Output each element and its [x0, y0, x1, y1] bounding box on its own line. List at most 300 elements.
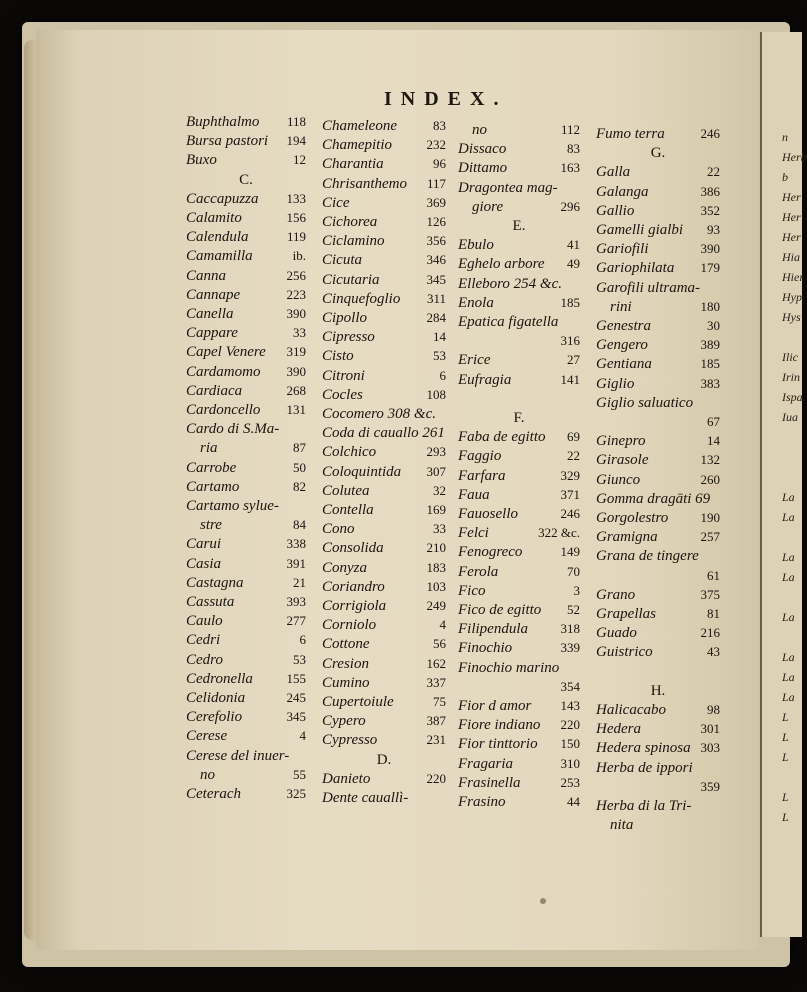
entry-page-number: 69 [567, 429, 580, 445]
entry-term: Colchico [322, 444, 377, 461]
next-page-fragment-text: Herb [782, 150, 807, 164]
entry-term: Calendula [186, 229, 249, 246]
entry-page-number: 96 [433, 156, 446, 172]
index-entry [458, 446, 580, 466]
entry-page-number: 4 [299, 728, 306, 744]
index-entry [322, 250, 446, 270]
entry-page-number: 345 [286, 709, 306, 725]
entry-page-number: 257 [700, 529, 720, 545]
index-entry [458, 638, 580, 658]
index-entry [322, 231, 446, 251]
entry-page-number: 52 [567, 602, 580, 617]
entry-term: Cardoncello [186, 402, 261, 418]
entry-page-number: 150 [560, 736, 580, 752]
entry-page-number: 390 [700, 241, 720, 257]
entry-term: Fior d amor [458, 698, 532, 714]
entry-term: Bursa pastori [186, 133, 269, 150]
entry-term: Contella [322, 502, 374, 518]
entry-term: Fico de egitto [458, 602, 542, 618]
index-entry [596, 297, 720, 317]
index-entry [186, 150, 306, 170]
entry-page-number: 14 [433, 329, 446, 345]
entry-term: Fauosello [458, 506, 518, 522]
entry-term: Faggio [458, 448, 502, 465]
next-page-fragment-text: Hier [782, 270, 804, 284]
entry-term: Guado [596, 625, 637, 642]
entry-term: Faua [458, 486, 490, 503]
entry-term: Ginepro [596, 433, 646, 450]
index-entry [458, 792, 580, 812]
section-letter [458, 216, 580, 236]
entry-page-number: 393 [286, 594, 306, 609]
index-entry [322, 481, 446, 501]
entry-page-number: 231 [426, 732, 446, 748]
entry-page-number: 117 [426, 175, 446, 191]
entry-page-number: 21 [293, 574, 306, 590]
entry-term: Fiore indiano [458, 717, 541, 734]
index-entry [186, 784, 306, 804]
entry-page-number: 53 [293, 651, 306, 667]
paper-blemish [540, 898, 546, 904]
entry-term: Fico [458, 582, 486, 599]
entry-term: Gramigna [596, 529, 658, 546]
page-title: INDEX. [384, 88, 508, 110]
entry-page-number: 30 [707, 318, 720, 333]
entry-page-number: 3 [573, 582, 580, 598]
entry-page-number: 118 [286, 114, 306, 129]
entry-term: Grano [596, 586, 636, 603]
entry-page-number: 22 [567, 448, 580, 464]
entry-page-number: 162 [426, 655, 446, 671]
entry-term: Casia [186, 555, 222, 572]
next-page-fragment-text: Hyp [782, 290, 802, 304]
index-entry [186, 573, 306, 593]
entry-term: Corniolo [322, 617, 377, 634]
entry-page-number: 61 [707, 567, 720, 583]
index-entry [458, 370, 580, 390]
index-entry [458, 696, 580, 716]
entry-term: Capel Venere [186, 344, 266, 361]
next-page-fragment-text: Her [782, 190, 801, 204]
entry-term: Frasino [458, 794, 506, 810]
entry-page-number: 310 [560, 755, 580, 771]
index-entry [322, 692, 446, 712]
entry-term: Cono [322, 521, 355, 538]
entry-page-number: 83 [567, 141, 580, 157]
index-entry [458, 485, 580, 505]
index-entry [458, 350, 580, 370]
entry-page-number: 12 [293, 152, 306, 168]
entry-page-number: 301 [700, 721, 720, 737]
entry-term: Halicacabo [596, 702, 666, 718]
entry-page-number: 185 [560, 294, 580, 310]
next-page-fragment-text: Iua [782, 410, 798, 424]
index-entry [322, 135, 446, 155]
index-entry [458, 254, 580, 274]
entry-term: Farfara [458, 467, 506, 484]
entry-term: Dente cauallì- [322, 790, 409, 806]
entry-page-number: 210 [426, 540, 446, 556]
entry-page-number: 246 [560, 506, 580, 521]
index-entry [458, 658, 580, 678]
entry-page-number: 307 [426, 463, 446, 479]
entry-term: Carrobe [186, 459, 237, 476]
index-entry [596, 450, 720, 470]
index-entry [596, 201, 720, 221]
next-page-fragment-text: Her [782, 210, 801, 224]
entry-page-number: 82 [293, 478, 306, 494]
entry-term: Gentiana [596, 356, 652, 373]
entry-term: Finochio marino [458, 659, 560, 676]
index-entry [322, 654, 446, 674]
section-letter [186, 170, 306, 190]
entry-page-number: 371 [560, 486, 580, 502]
entry-page-number: 163 [560, 160, 580, 176]
index-entry [458, 542, 580, 562]
index-entry [186, 515, 306, 535]
entry-page-number: 194 [286, 133, 306, 149]
next-page-fragment-text: Her [782, 230, 801, 244]
entry-term: Calamito [186, 210, 242, 226]
next-page-fragment-text: Ispa [782, 390, 803, 404]
index-entry [596, 412, 720, 432]
next-page-fragment-text: L [782, 810, 789, 824]
next-page-fragment-text: Irin [782, 370, 800, 384]
entry-term: Ferola [458, 563, 499, 580]
entry-page-number: 131 [286, 402, 306, 417]
index-entry [596, 278, 720, 298]
index-entry [458, 504, 580, 524]
index-entry [458, 293, 580, 313]
index-entry [596, 546, 720, 566]
index-entry [458, 158, 580, 178]
index-entry [186, 688, 306, 708]
entry-term: Chrisanthemo [322, 175, 408, 192]
entry-page-number: 70 [567, 563, 580, 579]
entry-term: Conyza [322, 559, 367, 576]
index-entry [458, 562, 580, 582]
index-entry [322, 270, 446, 290]
entry-term: Faba de egitto [458, 429, 546, 446]
entry-term: Ceterach [186, 786, 241, 802]
entry-page-number: 149 [560, 544, 580, 560]
next-page-fragment-text: La [782, 610, 795, 624]
entry-page-number: 311 [426, 290, 446, 306]
index-entry [186, 323, 306, 343]
next-page-fragment-text: b [782, 170, 788, 184]
entry-page-number: 32 [433, 482, 446, 498]
index-entry [322, 558, 446, 578]
entry-page-number: 155 [286, 670, 306, 686]
entry-term: Cedronella [186, 670, 253, 687]
index-entry [186, 342, 306, 362]
entry-page-number: 346 [426, 252, 446, 268]
entry-page-number: 356 [426, 233, 446, 249]
entry-term: Cypresso [322, 732, 378, 749]
entry-term: ria [200, 440, 218, 457]
index-entry [322, 289, 446, 309]
index-entry [186, 630, 306, 650]
index-entry [596, 604, 720, 624]
entry-term: F. [513, 410, 525, 426]
entry-page-number: 232 [426, 137, 446, 153]
entry-page-number: 329 [560, 467, 580, 483]
entry-page-number: 216 [700, 625, 720, 641]
index-entry [596, 162, 720, 182]
section-letter [596, 143, 720, 163]
entry-page-number: 55 [293, 766, 306, 782]
index-entry [186, 726, 306, 746]
entry-page-number: 53 [433, 348, 446, 364]
index-entry [596, 182, 720, 202]
entry-term: Felci [458, 525, 489, 542]
next-page-fragment-text: L [782, 730, 789, 744]
index-entry [322, 116, 446, 136]
entry-term: Canna [186, 267, 227, 284]
index-entry [458, 619, 580, 639]
entry-term: Herba de ippori [596, 759, 693, 776]
next-page-fragment-text: La [782, 690, 795, 704]
index-entry [186, 458, 306, 478]
entry-page-number: 318 [560, 621, 580, 637]
next-page-fragment-text: La [782, 650, 795, 664]
entry-page-number: 339 [560, 640, 580, 656]
index-entry [596, 815, 720, 835]
next-page-fragment-text: La [782, 510, 795, 524]
entry-page-number: 119 [286, 229, 306, 245]
index-entry [186, 304, 306, 324]
entry-term: Cinquefoglio [322, 290, 401, 307]
entry-page-number: 50 [293, 459, 306, 475]
entry-term: H. [650, 682, 666, 699]
entry-page-number: 260 [700, 471, 720, 487]
index-entry [596, 393, 720, 413]
entry-page-number: 33 [293, 325, 306, 341]
index-entry [186, 592, 306, 612]
entry-term: Chamepitio [322, 137, 392, 154]
entry-page-number: 56 [433, 636, 446, 652]
entry-page-number: 277 [286, 613, 306, 629]
entry-term: Giunco [596, 471, 641, 488]
index-entry [322, 615, 446, 635]
entry-term: Fragaria [458, 755, 514, 772]
entry-term: Coriandro [322, 578, 385, 595]
entry-page-number: 386 [700, 183, 720, 199]
index-entry [458, 581, 580, 601]
entry-page-number: 246 [700, 126, 720, 141]
index-entry [322, 596, 446, 616]
entry-term: nita [610, 817, 634, 834]
index-entry [186, 246, 306, 266]
entry-page-number: 268 [286, 382, 306, 398]
index-entry [596, 738, 720, 758]
entry-term: Buphthalmo [186, 114, 260, 130]
entry-page-number: 325 [286, 786, 306, 801]
next-page-fragment-text: Hys [782, 310, 801, 324]
index-entry [596, 777, 720, 797]
entry-term: Gengero [596, 337, 648, 354]
entry-term: Galanga [596, 183, 649, 200]
index-entry [458, 600, 580, 620]
index-entry [186, 285, 306, 305]
entry-page-number: 22 [707, 164, 720, 180]
next-page-fragment-text: La [782, 670, 795, 684]
entry-page-number: 390 [286, 363, 306, 379]
entry-page-number: 180 [700, 298, 720, 314]
entry-page-number: 44 [567, 794, 580, 809]
entry-page-number: 49 [567, 256, 580, 272]
next-page-fragment-text: n [782, 130, 788, 144]
index-entry [596, 470, 720, 490]
entry-page-number: 293 [426, 444, 446, 460]
entry-page-number: 338 [286, 536, 306, 552]
index-entry [186, 650, 306, 670]
index-entry [186, 477, 306, 497]
index-entry [458, 312, 580, 332]
index-entry [186, 227, 306, 247]
next-page-fragment-text: Ilic [782, 350, 798, 364]
entry-page-number: 223 [286, 286, 306, 302]
index-entry [322, 538, 446, 558]
index-entry [458, 773, 580, 793]
entry-term: Cerese [186, 728, 228, 745]
entry-term: Cartamo sylue- [186, 498, 279, 514]
index-entry [322, 500, 446, 520]
entry-page-number: 6 [439, 367, 446, 383]
entry-page-number: 112 [560, 122, 580, 137]
next-page-fragment-text: L [782, 710, 789, 724]
entry-term: Cerese del inuer- [186, 747, 290, 764]
entry-page-number: 67 [707, 414, 720, 429]
index-entry [596, 719, 720, 739]
index-entry [596, 642, 720, 662]
entry-term: stre [200, 517, 222, 534]
index-entry [186, 131, 306, 151]
entry-term: G. [650, 145, 666, 162]
entry-page-number: 387 [426, 713, 446, 729]
entry-page-number: 126 [426, 214, 446, 229]
entry-page-number: 169 [426, 502, 446, 517]
index-entry [596, 662, 720, 682]
index-entry [458, 274, 580, 294]
entry-term: no [200, 766, 215, 783]
entry-term: Consolida [322, 540, 384, 557]
entry-page-number: 389 [700, 337, 720, 353]
entry-term: Charantia [322, 156, 384, 173]
entry-term: E. [512, 218, 526, 234]
entry-term: Cipresso [322, 329, 375, 346]
entry-term: Epatica figatella [458, 314, 559, 330]
entry-page-number: 256 [286, 267, 306, 283]
index-entry [596, 374, 720, 394]
index-entry [322, 385, 446, 405]
entry-page-number: 220 [560, 717, 580, 733]
index-entry [322, 346, 446, 366]
entry-term: Cannape [186, 286, 241, 303]
index-entry [596, 700, 720, 720]
entry-page-number: 183 [426, 559, 446, 575]
index-entry [458, 427, 580, 447]
index-entry [596, 758, 720, 778]
entry-page-number: 27 [567, 352, 580, 368]
entry-term: Giglio [596, 375, 635, 392]
entry-term: Cisto [322, 348, 354, 365]
entry-term: Caccapuzza [186, 190, 259, 207]
entry-term: Cottone [322, 636, 370, 653]
index-entry [322, 519, 446, 539]
section-letter [596, 681, 720, 701]
entry-term: Filipendula [458, 621, 528, 638]
index-entry [458, 466, 580, 486]
entry-term: Gallio [596, 202, 635, 219]
entry-term: Guistrico [596, 644, 653, 661]
index-entry [596, 431, 720, 451]
index-entry [596, 585, 720, 605]
entry-term: Gariofili [596, 241, 649, 258]
index-entry [596, 316, 720, 336]
index-entry [322, 212, 446, 232]
index-entry [322, 634, 446, 654]
entry-term: Gorgolestro [596, 510, 669, 526]
entry-term: Danieto [322, 770, 371, 787]
entry-page-number: ib. [292, 248, 306, 264]
entry-term: Hedera [596, 721, 641, 738]
index-entry [322, 788, 446, 808]
index-entry [322, 673, 446, 693]
entry-page-number: 87 [293, 440, 306, 456]
entry-term: Ciclamino [322, 233, 385, 250]
entry-term: C. [239, 171, 253, 188]
entry-term: Hedera spinosa [596, 740, 691, 757]
entry-term: Fenogreco [458, 544, 523, 561]
index-entry [322, 423, 446, 443]
entry-term: D. [376, 751, 392, 768]
entry-term: Castagna [186, 574, 244, 591]
section-letter [458, 408, 580, 428]
entry-term: Cardiaca [186, 382, 243, 399]
entry-term: Gariophilata [596, 260, 675, 277]
entry-page-number: 359 [700, 778, 720, 794]
index-entry [458, 677, 580, 697]
entry-page-number: 75 [433, 694, 446, 709]
entry-term: Corrigiola [322, 598, 387, 614]
index-entry [186, 400, 306, 420]
index-entry [322, 366, 446, 386]
index-entry [458, 197, 580, 217]
entry-page-number: 143 [560, 698, 580, 713]
entry-term: Erice [458, 352, 491, 369]
index-entry [322, 154, 446, 174]
index-entry [596, 258, 720, 278]
index-entry [596, 335, 720, 355]
entry-term: Cicuta [322, 252, 362, 269]
entry-page-number: 14 [707, 433, 720, 449]
entry-page-number: 319 [286, 344, 306, 360]
entry-page-number: 296 [560, 198, 580, 214]
entry-page-number: 369 [426, 194, 446, 210]
next-page-fragment-text: Hia [782, 250, 800, 264]
index-entry [596, 239, 720, 259]
index-entry [458, 120, 580, 140]
entry-term: rini [610, 298, 632, 315]
entry-term: Ebulo [458, 237, 494, 254]
entry-term: Grana de tingere [596, 548, 699, 565]
index-entry [186, 189, 306, 209]
index-entry [458, 139, 580, 159]
entry-page-number: 141 [560, 371, 580, 387]
entry-term: Cresion [322, 655, 369, 672]
index-entry [596, 489, 720, 509]
